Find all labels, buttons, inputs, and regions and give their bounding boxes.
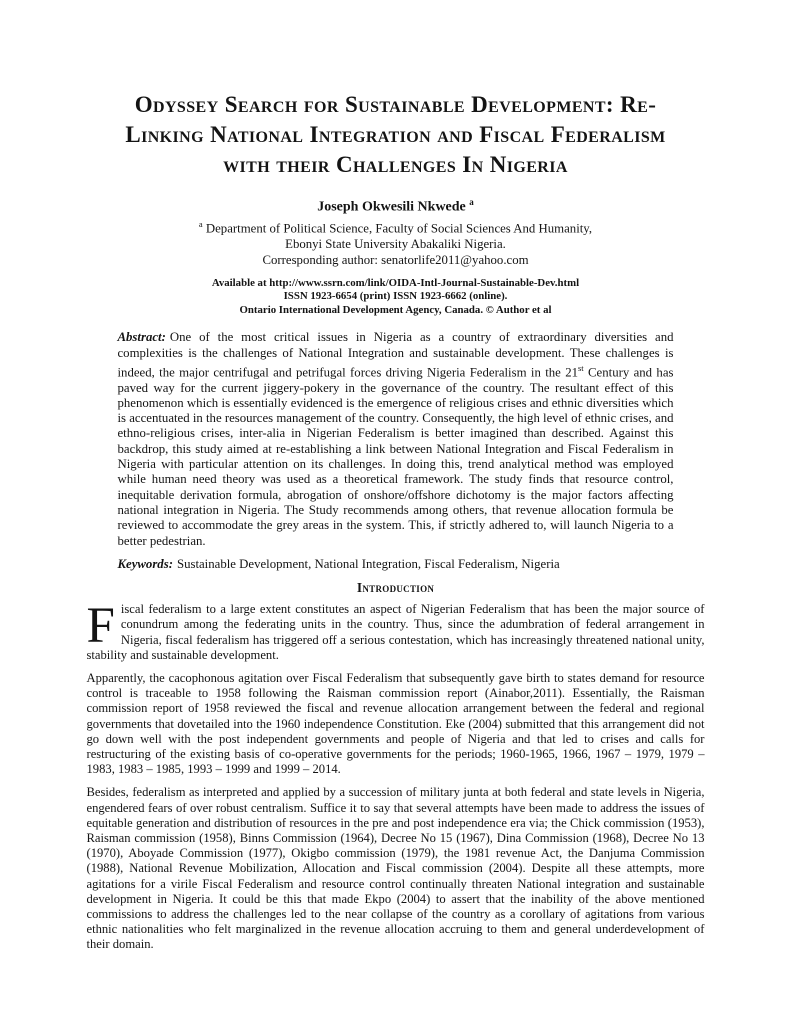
affiliation-line-3: Corresponding author: senatorlife2011@yahoo.com (262, 252, 529, 267)
paper-title-line-2: Linking National Integration and Fiscal Federalism (125, 122, 666, 147)
paper-title-line-1: Odyssey Search for Sustainable Development: Re- (134, 92, 657, 117)
intro-paragraph (86, 598, 705, 663)
body-paragraph-2: Apparently, the cacophonous agitation over Fiscal Federalism that subsequently gave birth to states demand for resource control is traceable to 1958 following the Raisman commission report (Ainabor,2011). Essentially, the Raisman commission report of 1958 reviewed the fiscal and revenue allocation arrangement between the federal and regional governments that dovetailed into the 1960 independence Constitution. Eke (2004) submitted that this arrangement did not go down well with the post independent governments and people of Nigeria and that led to crises and calls for restructuring of the existing basis of co-operative governments for the periods; 1960-1965, 1966, 1967 – 1979, 1979 – 1983, 1983 – 1985, 1993 – 1999 and 1999 – 2014. (86, 670, 705, 777)
availability-url-line: Available at http://www.ssrn.com/link/OIDA-Intl-Journal-Sustainable-Dev.html (211, 276, 580, 289)
author-byline (0, 194, 791, 216)
abstract-text-part2: Century and has paved way for the current jiggery-pokery in the governance of the country. The resultant effect of this phenomenon which is essentially evidenced is the emergence of religious crises and ethnic diversities which is accentuated in the resources management of the country. Consequently, the high level of ethnic crises, and ethno-religious crises, inter-alia in Nigerian Federalism is better imagined than described. Against this backdrop, this study aimed at re-establishing a link between National Integration and Fiscal Federalism in Nigeria with particular attention on its challenges. In doing this, trend analytical method was employed while human need theory was used as a theoretical framework. The study finds that resource control, inequitable derivation formula, abrogation of onshore/offshore dichotomy is the major factors affecting national integration in Nigeria. The Study recommends among others, that revenue allocation formula be reviewed to accommodate the grey areas in the system. This, if strictly adhered to, will launch Nigeria to a better pedestrian. (117, 365, 674, 548)
affiliation-line-2: Ebonyi State University Abakaliki Nigeria. (285, 236, 506, 251)
ordinal-superscript: st (578, 363, 584, 374)
abstract-label: Abstract: (117, 330, 166, 345)
affiliation-block (0, 216, 791, 268)
affiliation-marker: a (198, 218, 203, 229)
publisher-line: Ontario International Development Agency, Canada. © Author et al (239, 303, 552, 316)
author-affiliation-marker: a (469, 197, 474, 207)
keywords-label: Keywords: (117, 556, 173, 571)
paper-title (0, 0, 791, 180)
keywords-text: Sustainable Development, National Integration, Fiscal Federalism, Nigeria (176, 556, 560, 571)
intro-paragraph-text: iscal federalism to a large extent constitutes an aspect of Nigerian Federalism that has been the major source of conundrum among the federating units in the country. Thus, since the adumbration of federal arrangement in Nigeria, fiscal federalism has triggered off a serious contestation, which has increasingly threatened national unity, stability and sustainable development. (86, 602, 705, 662)
drop-cap: F (86, 598, 115, 655)
issn-line: ISSN 1923-6654 (print) ISSN 1923-6662 (online). (283, 290, 508, 303)
introduction-heading: Introduction (356, 580, 435, 596)
body-paragraph-3: Besides, federalism as interpreted and applied by a succession of military junta at both federal and state levels in Nigeria, engendered fears of over robust centralism. Suffice it to say that several attempts have been made to address the issues of equitable generation and distribution of resources in the pre and post independence era via; the Chick commission (1953), Raisman commission (1958), Binns Commission (1964), Decree No 15 (1967), Dina Commission (1968), Decree No 13 (1970), Aboyade Commission (1977), Okigbo commission (1979), the 1981 revenue Act, the Danjuma Commission (1988), National Revenue Mobilization, Allocation and Fiscal commission (2004). Despite all these attempts, more agitations for a virile Fiscal Federalism and resource control continually threaten National integration and sustainable development in Nigeria. It could be this that made Ekpo (2004) to assert that the inability of the above mentioned commissions to address the challenges led to the near collapse of the country as a corollary of agitations from various ethnic nationalities who felt marginalized in the revenue allocation accruing to them and general underdevelopment of their domain. (86, 785, 705, 952)
keywords-line (118, 557, 674, 572)
author-name: Joseph Okwesili Nkwede (317, 199, 466, 215)
affiliation-department: Department of Political Science, Faculty of Social Sciences And Humanity, (202, 220, 593, 235)
abstract-text-part1: One of the most critical issues in Nigeria as a country of extraordinary diversities and complexities is the challenges of National Integration and sustainable development. These challenges is indeed, the major centrifugal and petrifugal forces driving Nigeria Federalism in the 21 (117, 330, 674, 380)
abstract-paragraph (118, 330, 674, 548)
paper-title-line-3: with their Challenges In Nigeria (223, 152, 568, 177)
availability-block (0, 277, 791, 318)
affiliation-line-1 (0, 216, 791, 236)
